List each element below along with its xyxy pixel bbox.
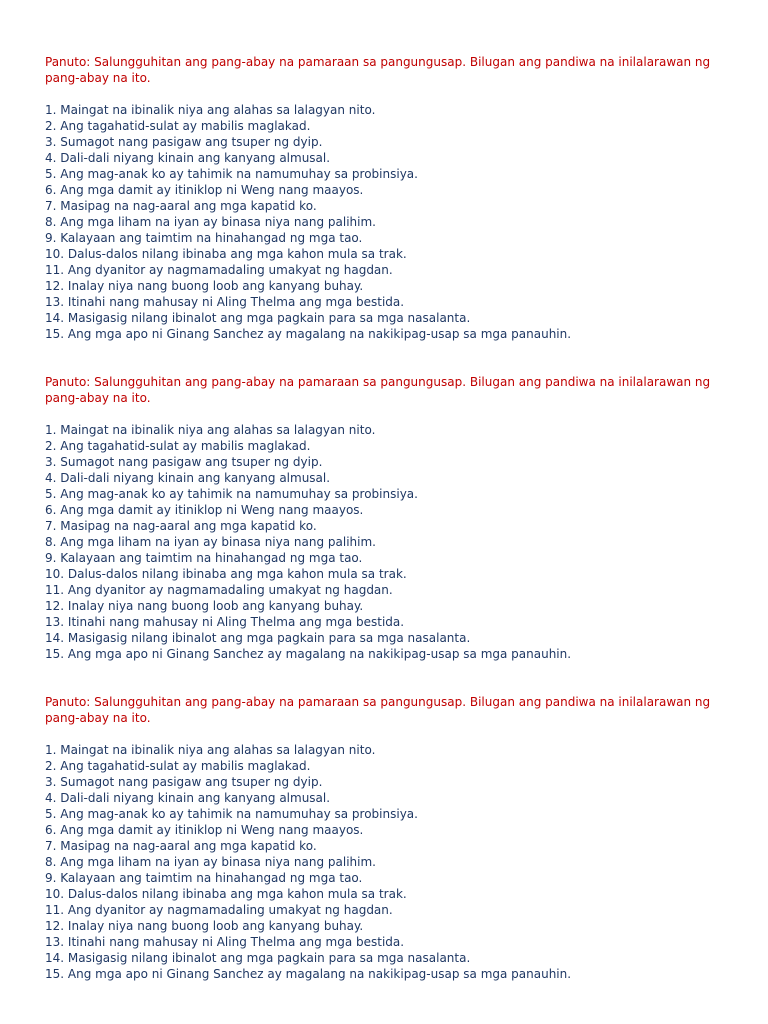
worksheet-3 (45, 694, 735, 982)
list-item: 8. Ang mga liham na iyan ay binasa niya nang palihim. (45, 855, 376, 869)
list-item: 14. Masigasig nilang ibinalot ang mga pagkain para sa mga nasalanta. (45, 951, 471, 965)
list-item: 7. Masipag na nag-aaral ang mga kapatid ko. (45, 519, 317, 533)
list-item: 1. Maingat na ibinalik niya ang alahas sa lalagyan nito. (45, 103, 376, 117)
list-item: 1. Maingat na ibinalik niya ang alahas sa lalagyan nito. (45, 423, 376, 437)
list-item: 3. Sumagot nang pasigaw ang tsuper ng dyip. (45, 135, 323, 149)
list-item: 1. Maingat na ibinalik niya ang alahas sa lalagyan nito. (45, 743, 376, 757)
list-item: 11. Ang dyanitor ay nagmamadaling umakyat ng hagdan. (45, 583, 393, 597)
item-list (45, 422, 735, 662)
list-item: 2. Ang tagahatid-sulat ay mabilis maglakad. (45, 439, 311, 453)
list-item: 7. Masipag na nag-aaral ang mga kapatid ko. (45, 199, 317, 213)
item-list (45, 742, 735, 982)
list-item: 15. Ang mga apo ni Ginang Sanchez ay magalang na nakikipag-usap sa mga panauhin. (45, 967, 572, 981)
list-item: 14. Masigasig nilang ibinalot ang mga pagkain para sa mga nasalanta. (45, 311, 471, 325)
list-item: 10. Dalus-dalos nilang ibinaba ang mga kahon mula sa trak. (45, 567, 407, 581)
list-item: 4. Dali-dali niyang kinain ang kanyang almusal. (45, 151, 331, 165)
list-item: 5. Ang mag-anak ko ay tahimik na namumuhay sa probinsiya. (45, 487, 418, 501)
worksheet-1 (45, 54, 735, 342)
list-item: 7. Masipag na nag-aaral ang mga kapatid ko. (45, 839, 317, 853)
item-list (45, 102, 735, 342)
list-item: 12. Inalay niya nang buong loob ang kanyang buhay. (45, 919, 364, 933)
list-item: 6. Ang mga damit ay itiniklop ni Weng nang maayos. (45, 503, 364, 517)
worksheet-2 (45, 374, 735, 662)
list-item: 2. Ang tagahatid-sulat ay mabilis maglakad. (45, 759, 311, 773)
instructions-text: Panuto: Salungguhitan ang pang-abay na pamaraan sa pangungusap. Bilugan ang pandiwa na inilalarawan ng pang-abay na ito. (45, 55, 711, 85)
list-item: 13. Itinahi nang mahusay ni Aling Thelma ang mga bestida. (45, 295, 405, 309)
list-item: 4. Dali-dali niyang kinain ang kanyang almusal. (45, 471, 331, 485)
list-item: 9. Kalayaan ang taimtim na hinahangad ng mga tao. (45, 231, 363, 245)
list-item: 3. Sumagot nang pasigaw ang tsuper ng dyip. (45, 775, 323, 789)
instructions-text: Panuto: Salungguhitan ang pang-abay na pamaraan sa pangungusap. Bilugan ang pandiwa na inilalarawan ng pang-abay na ito. (45, 375, 711, 405)
list-item: 9. Kalayaan ang taimtim na hinahangad ng mga tao. (45, 551, 363, 565)
instructions-text: Panuto: Salungguhitan ang pang-abay na pamaraan sa pangungusap. Bilugan ang pandiwa na inilalarawan ng pang-abay na ito. (45, 695, 711, 725)
list-item: 15. Ang mga apo ni Ginang Sanchez ay magalang na nakikipag-usap sa mga panauhin. (45, 327, 572, 341)
list-item: 5. Ang mag-anak ko ay tahimik na namumuhay sa probinsiya. (45, 167, 418, 181)
list-item: 10. Dalus-dalos nilang ibinaba ang mga kahon mula sa trak. (45, 887, 407, 901)
list-item: 9. Kalayaan ang taimtim na hinahangad ng mga tao. (45, 871, 363, 885)
list-item: 15. Ang mga apo ni Ginang Sanchez ay magalang na nakikipag-usap sa mga panauhin. (45, 647, 572, 661)
list-item: 2. Ang tagahatid-sulat ay mabilis maglakad. (45, 119, 311, 133)
list-item: 6. Ang mga damit ay itiniklop ni Weng nang maayos. (45, 823, 364, 837)
list-item: 10. Dalus-dalos nilang ibinaba ang mga kahon mula sa trak. (45, 247, 407, 261)
list-item: 5. Ang mag-anak ko ay tahimik na namumuhay sa probinsiya. (45, 807, 418, 821)
list-item: 14. Masigasig nilang ibinalot ang mga pagkain para sa mga nasalanta. (45, 631, 471, 645)
list-item: 6. Ang mga damit ay itiniklop ni Weng nang maayos. (45, 183, 364, 197)
list-item: 4. Dali-dali niyang kinain ang kanyang almusal. (45, 791, 331, 805)
list-item: 3. Sumagot nang pasigaw ang tsuper ng dyip. (45, 455, 323, 469)
list-item: 11. Ang dyanitor ay nagmamadaling umakyat ng hagdan. (45, 263, 393, 277)
list-item: 11. Ang dyanitor ay nagmamadaling umakyat ng hagdan. (45, 903, 393, 917)
list-item: 8. Ang mga liham na iyan ay binasa niya nang palihim. (45, 215, 376, 229)
list-item: 12. Inalay niya nang buong loob ang kanyang buhay. (45, 279, 364, 293)
list-item: 13. Itinahi nang mahusay ni Aling Thelma ang mga bestida. (45, 935, 405, 949)
list-item: 12. Inalay niya nang buong loob ang kanyang buhay. (45, 599, 364, 613)
list-item: 13. Itinahi nang mahusay ni Aling Thelma ang mga bestida. (45, 615, 405, 629)
list-item: 8. Ang mga liham na iyan ay binasa niya nang palihim. (45, 535, 376, 549)
